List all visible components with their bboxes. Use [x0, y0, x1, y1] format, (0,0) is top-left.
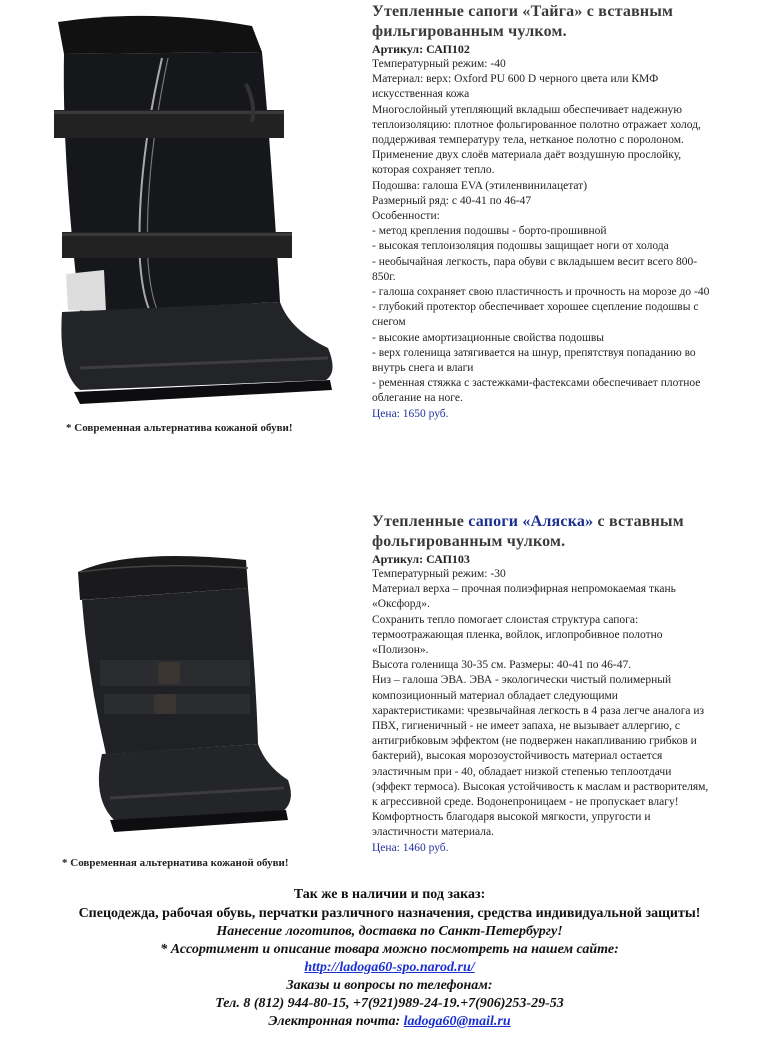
desc-line: искусственная кожа: [372, 88, 470, 101]
boot-alaska-image: [70, 548, 300, 848]
title-text-end: с вставным фольгированным чулком.: [372, 513, 684, 550]
desc-line: «Полизон».: [372, 644, 429, 657]
desc-line: Особенности:: [372, 210, 440, 223]
desc-line: Материал: верх: Oxford PU 600 D черного цвета или КМФ: [372, 73, 659, 86]
desc-line: снегом: [372, 316, 406, 329]
desc-line: композиционный материал обладает следующими: [372, 689, 618, 702]
desc-line: 850г.: [372, 270, 396, 283]
footer-phones: Тел. 8 (812) 944-80-15, +7(921)989-24-19.+7(906)253-29-53: [215, 996, 564, 1011]
desc-line: облегание на ноге.: [372, 392, 463, 405]
price: Цена: 1460 руб.: [372, 841, 449, 854]
footer-assortment: Спецодежда, рабочая обувь, перчатки различного назначения, средства индивидуальной защиты!: [78, 906, 701, 921]
desc-line: теплоизоляцию: плотное фольгированное полотно отражает холод,: [372, 118, 701, 131]
desc-line: Размерный ряд: с 40-41 по 46-47: [372, 194, 532, 207]
title-text: Утепленные сапоги «Тайга» с вставным фильгированным чулком.: [372, 3, 674, 40]
desc-line: эластичным при - 40, обладает низкой степенью теплоотдачи: [372, 765, 672, 778]
site-link[interactable]: http://ladoga60-spo.narod.ru/: [304, 960, 475, 975]
footer-site-row: [0, 959, 779, 977]
desc-line: Сохранить тепло помогает слоистая структура сапога:: [372, 613, 639, 626]
desc-line: - необычайная легкость, пара обуви с вкладышем весит всего 800-: [372, 255, 698, 268]
desc-line: Комфортность благодаря высокой мягкости, упругости и: [372, 811, 651, 824]
footer-site-note: * Ассортимент и описание товара можно посмотреть на нашем сайте:: [160, 942, 619, 957]
product-title: [372, 512, 767, 552]
product-taiga: [372, 2, 767, 422]
description-block: [372, 567, 767, 841]
price: Цена: 1650 руб.: [372, 407, 449, 420]
desc-line: ПВХ, гигиеничный - не имеет запаха, не вызывает аллергию, с: [372, 720, 680, 733]
desc-line: Материал верха – прочная полиэфирная непромокаемая ткань: [372, 583, 676, 596]
desc-line: бактерий), высокая морозоустойчивость материал остается: [372, 750, 663, 763]
footer-delivery: Нанесение логотипов, доставка по Санкт-Петербургу!: [216, 924, 563, 939]
desc-line: Применение двух слоёв материала даёт воздушную прослойку,: [372, 149, 682, 162]
email-label: Электронная почта:: [268, 1014, 404, 1029]
desc-line: которая сохраняет тепло.: [372, 164, 495, 177]
footer-email-row: [0, 1013, 779, 1031]
desc-line: - метод крепления подошвы - борто-прошивной: [372, 225, 607, 238]
caption-alaska: * Современная альтернатива кожаной обуви!: [62, 857, 289, 869]
desc-line: Температурный режим: -30: [372, 568, 506, 580]
email-link[interactable]: ladoga60@mail.ru: [403, 1014, 511, 1029]
caption-taiga: * Современная альтернатива кожаной обуви!: [66, 422, 293, 434]
desc-line: Многослойный утепляющий вкладыш обеспечивает надежную: [372, 103, 683, 116]
desc-line: поддерживая температуру тела, нетканое полотно с поролоном.: [372, 134, 684, 147]
title-text: Утепленные: [372, 513, 469, 530]
product-title: [372, 2, 767, 42]
desc-line: характеристиками: чрезвычайная легкость в 4 раза легче аналога из: [372, 704, 705, 717]
article-number: Артикул: САП102: [372, 42, 470, 56]
desc-line: (эффект термоса). Высокая устойчивость к маслам и растворителям,: [372, 780, 709, 793]
desc-line: внутрь снега и влаги: [372, 362, 474, 375]
desc-line: Высота голенища 30-35 см. Размеры: 40-41 по 46-47.: [372, 659, 632, 672]
desc-line: - глубокий протектор обеспечивает хорошее сцепление подошвы с: [372, 301, 699, 314]
desc-line: термоотражающая пленка, войлок, иглопробивное полотно: [372, 628, 663, 641]
desc-line: - галоша сохраняет свою пластичность и прочность на морозе до -40: [372, 286, 710, 299]
desc-line: к агрессивной среде. Водонепроницаем - не пропускает влагу!: [372, 796, 679, 809]
desc-line: «Оксфорд».: [372, 598, 430, 611]
desc-line: Температурный режим: -40: [372, 58, 506, 70]
footer: [0, 885, 779, 1031]
article-number: Артикул: САП103: [372, 552, 470, 566]
desc-line: эластичности материала.: [372, 826, 494, 839]
desc-line: Низ – галоша ЭВА. ЭВА - экологически чистый полимерный: [372, 674, 672, 687]
desc-line: антигрибковым эффектом (не подвержен накапливанию грибков и: [372, 735, 697, 748]
description-block: [372, 57, 767, 407]
desc-line: - высокие амортизационные свойства подошвы: [372, 331, 604, 344]
boot-taiga-image: [40, 12, 340, 412]
title-highlight: сапоги «Аляска»: [468, 513, 594, 530]
desc-line: Подошва: галоша EVA (этиленвинилацетат): [372, 179, 588, 192]
desc-line: - верх голенища затягивается на шнур, препятствуя попаданию во: [372, 346, 696, 359]
footer-orders-heading: Заказы и вопросы по телефонам:: [286, 978, 493, 993]
footer-availability-heading: Так же в наличии и под заказ:: [293, 887, 486, 902]
desc-line: - высокая теплоизоляция подошвы защищает ноги от холода: [372, 240, 669, 253]
desc-line: - ременная стяжка с застежками-фастексами обеспечивает плотное: [372, 377, 701, 390]
product-alaska: [372, 512, 767, 856]
